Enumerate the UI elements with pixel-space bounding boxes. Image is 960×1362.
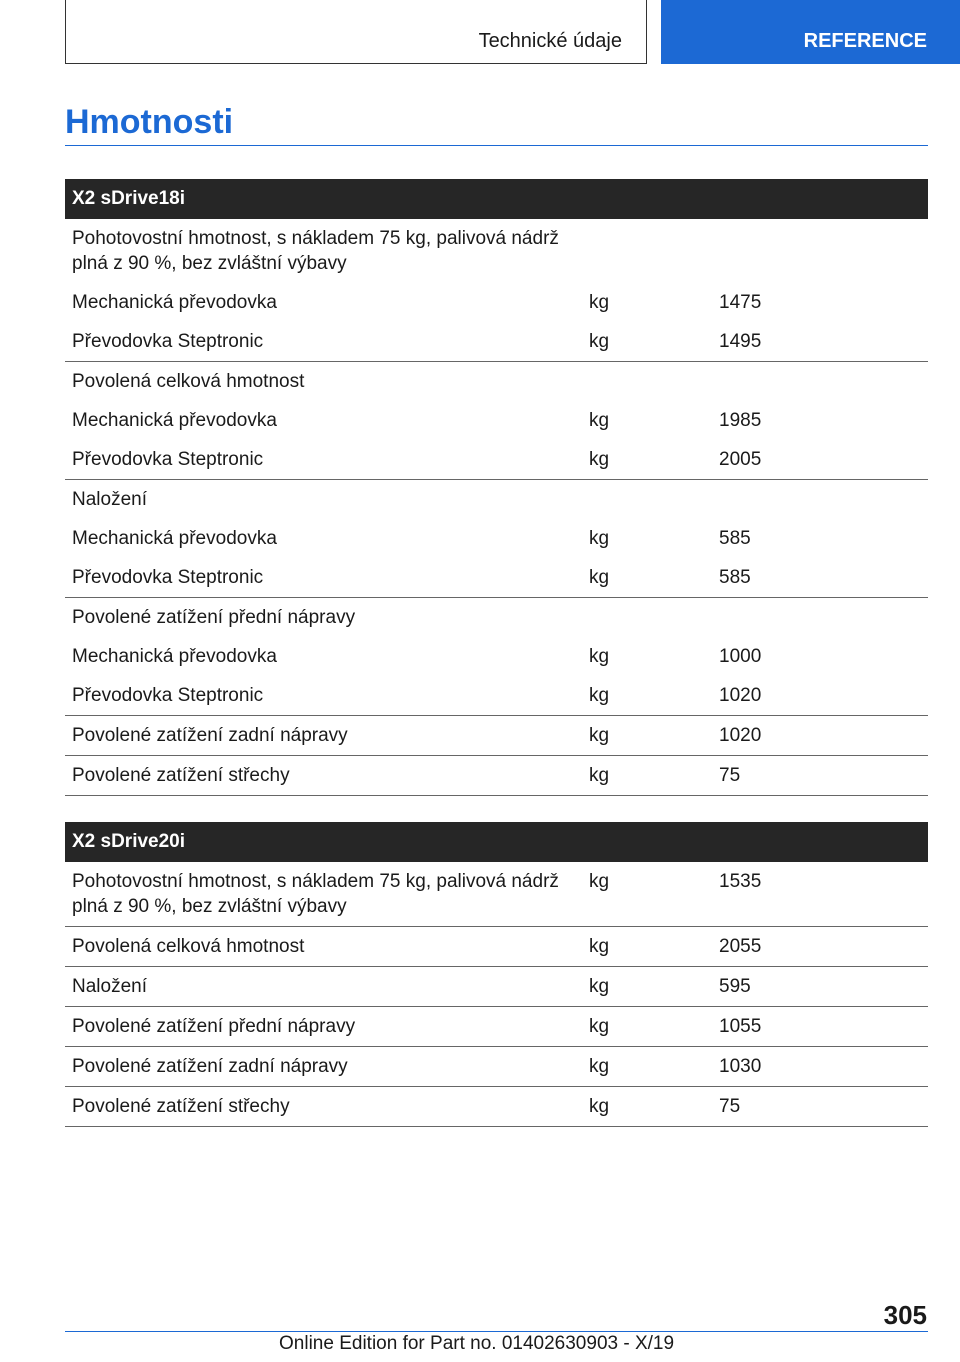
row-unit: kg <box>589 331 610 352</box>
row-unit: kg <box>589 1056 610 1077</box>
table-row <box>65 927 928 967</box>
row-label: Převodovka Steptronic <box>72 567 264 588</box>
table-row <box>65 519 928 558</box>
table-row <box>65 1087 928 1127</box>
weights-table-sdrive20i <box>65 822 928 1127</box>
row-value: 75 <box>719 1096 741 1117</box>
table-group-row <box>65 598 928 637</box>
row-label: Povolené zatížení zadní nápravy <box>72 1056 348 1077</box>
table-group-row <box>65 362 928 401</box>
row-label: Povolené zatížení přední nápravy <box>72 1016 356 1037</box>
row-label: Převodovka Steptronic <box>72 685 264 706</box>
table-row <box>65 283 928 322</box>
row-value: 2005 <box>719 449 762 470</box>
footer-edition: Online Edition for Part no. 01402630903 - X/19 <box>279 1333 675 1354</box>
group-label: Povolená celková hmotnost <box>72 371 305 392</box>
table-row <box>65 558 928 598</box>
group-label: Naložení <box>72 489 147 510</box>
row-label: Povolené zatížení střechy <box>72 1096 290 1117</box>
table-row <box>65 1007 928 1047</box>
table-row <box>65 716 928 756</box>
row-value: 75 <box>719 765 741 786</box>
table-header: X2 sDrive20i <box>65 822 928 862</box>
row-unit: kg <box>589 685 610 706</box>
title-rule <box>65 145 928 146</box>
table-row <box>65 637 928 676</box>
row-unit: kg <box>589 871 610 892</box>
page-title: Hmotnosti <box>65 103 234 141</box>
row-unit: kg <box>589 449 610 470</box>
row-unit: kg <box>589 1016 610 1037</box>
row-label: Převodovka Steptronic <box>72 331 264 352</box>
row-label: Mechanická převodovka <box>72 292 277 313</box>
group-label: Pohotovostní hmotnost, s nákladem 75 kg, palivová nádrž plná z 90 %, bez zvláštní výbavy <box>72 228 559 274</box>
table-group-row <box>65 219 928 283</box>
header-section-title: Technické údaje <box>478 30 622 52</box>
row-unit: kg <box>589 646 610 667</box>
row-value: 585 <box>719 528 751 549</box>
table-row <box>65 862 928 927</box>
table-row <box>65 322 928 362</box>
row-value: 1020 <box>719 685 762 706</box>
row-label: Mechanická převodovka <box>72 410 277 431</box>
row-unit: kg <box>589 1096 610 1117</box>
row-label: Převodovka Steptronic <box>72 449 264 470</box>
table-row <box>65 967 928 1007</box>
row-value: 1000 <box>719 646 762 667</box>
row-value: 1030 <box>719 1056 762 1077</box>
row-label: Mechanická převodovka <box>72 528 277 549</box>
row-label: Povolené zatížení zadní nápravy <box>72 725 348 746</box>
row-unit: kg <box>589 567 610 588</box>
row-value: 1495 <box>719 331 762 352</box>
row-value: 1535 <box>719 871 762 892</box>
row-value: 1020 <box>719 725 762 746</box>
table-row <box>65 401 928 440</box>
footer-rule <box>65 1331 928 1332</box>
table-header: X2 sDrive18i <box>65 179 928 219</box>
row-value: 585 <box>719 567 751 588</box>
table-row <box>65 756 928 796</box>
row-unit: kg <box>589 528 610 549</box>
table-group-row <box>65 480 928 519</box>
row-unit: kg <box>589 936 610 957</box>
row-value: 1475 <box>719 292 762 313</box>
row-unit: kg <box>589 292 610 313</box>
row-value: 1055 <box>719 1016 762 1037</box>
page-number: 305 <box>883 1300 927 1330</box>
row-label: Povolená celková hmotnost <box>72 936 305 957</box>
header-reference-label: REFERENCE <box>803 30 927 52</box>
header-section-box <box>65 0 647 64</box>
row-value: 595 <box>719 976 751 997</box>
row-unit: kg <box>589 725 610 746</box>
row-label: Naložení <box>72 976 147 997</box>
weights-table-sdrive18i <box>65 179 928 796</box>
table-row <box>65 440 928 480</box>
row-label: Mechanická převodovka <box>72 646 277 667</box>
header-reference-tab[interactable] <box>661 0 960 64</box>
row-value: 2055 <box>719 936 762 957</box>
table-row <box>65 1047 928 1087</box>
table-row <box>65 676 928 716</box>
row-label: Pohotovostní hmotnost, s nákladem 75 kg, palivová nádrž plná z 90 %, bez zvláštní výbavy <box>72 871 559 917</box>
row-unit: kg <box>589 976 610 997</box>
row-unit: kg <box>589 410 610 431</box>
group-label: Povolené zatížení přední nápravy <box>72 607 356 628</box>
row-value: 1985 <box>719 410 762 431</box>
row-unit: kg <box>589 765 610 786</box>
row-label: Povolené zatížení střechy <box>72 765 290 786</box>
